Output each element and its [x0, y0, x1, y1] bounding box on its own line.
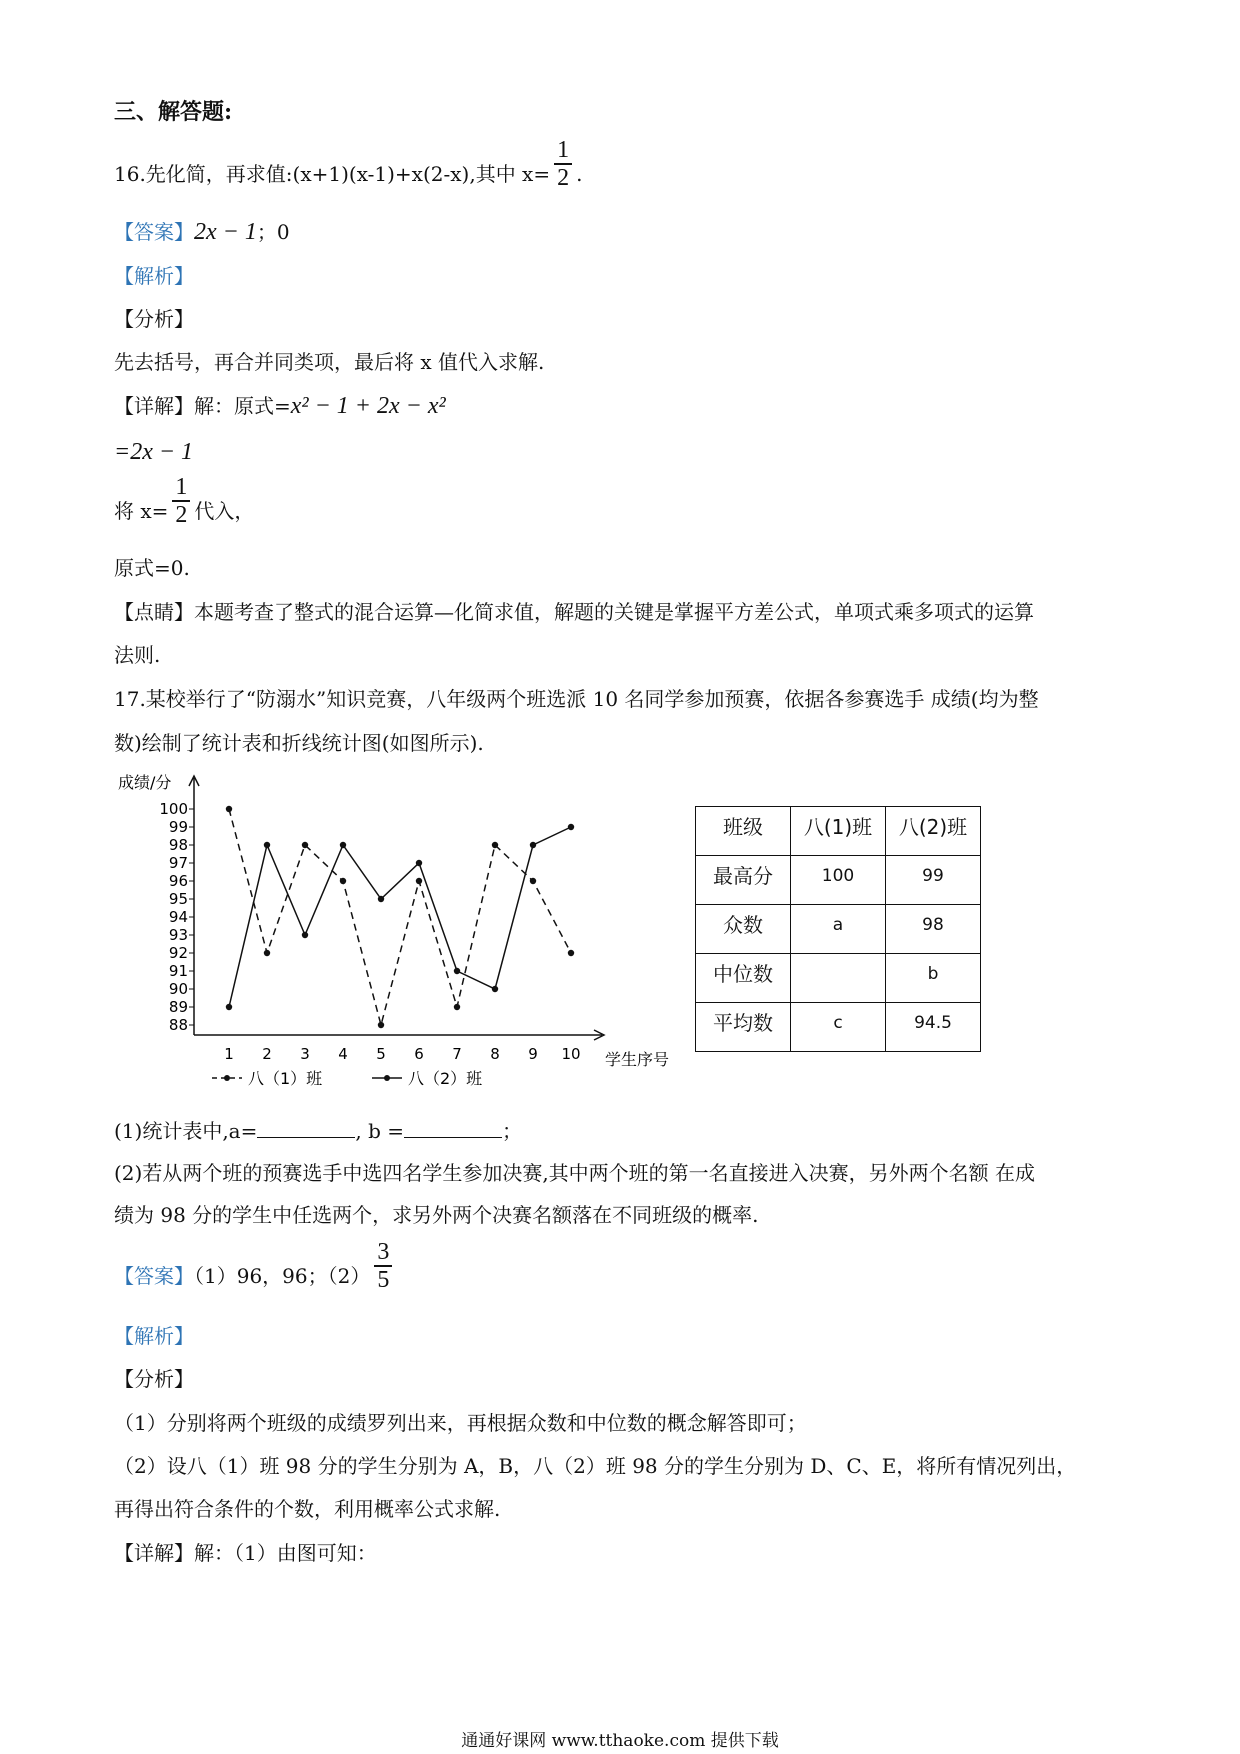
q16-fenxi-text: 先去括号，再合并同类项，最后将 x 值代入求解.	[114, 350, 545, 374]
series-1-point	[302, 842, 308, 848]
series-1-point	[492, 842, 498, 848]
y-tick-label: 99	[168, 818, 188, 836]
q16-answer	[114, 218, 290, 246]
table-cell: a	[791, 905, 886, 954]
table-header-cell: 八(1)班	[791, 807, 886, 856]
y-tick-label: 88	[168, 1016, 188, 1034]
section-title: 三、解答题:	[114, 99, 233, 125]
q16-result: 原式=0.	[114, 556, 190, 580]
table-cell: c	[791, 1003, 886, 1052]
q16-fenxi-tag: 【分析】	[114, 307, 194, 331]
part1-end: ；	[502, 1119, 523, 1143]
x-tick-label: 7	[452, 1045, 462, 1063]
q17-fenxi-tag: 【分析】	[114, 1367, 194, 1391]
table-cell	[791, 954, 886, 1003]
series-2-point	[416, 860, 422, 866]
series-1-point	[568, 950, 574, 956]
series-line-2	[229, 827, 571, 1007]
xiangjie-prefix: 解：原式=	[194, 394, 291, 418]
q16-stem-text: 16.先化简，再求值:(x+1)(x-1)+x(2-x),其中 x=	[114, 162, 551, 186]
part1-prefix: (1)统计表中,a=	[114, 1119, 258, 1143]
table-cell: 平均数	[696, 1003, 791, 1052]
q16-dianjing-cont: 法则.	[114, 643, 161, 667]
x-axis-label: 学生序号	[605, 1050, 670, 1069]
x-tick-label: 4	[338, 1045, 348, 1063]
q17-stem-line1: 17.某校举行了“防溺水”知识竞赛，八年级两个班选派 10 名同学参加预赛，依据各参赛选手 成绩(均为整	[114, 687, 1039, 711]
dianjing-text: 本题考查了整式的混合运算—化简求值，解题的关键是掌握平方差公式，单项式乘多项式的运算	[194, 600, 1034, 624]
footer: 通通好课网 www.tthaoke.com 提供下载	[461, 1731, 779, 1751]
y-tick-label: 96	[168, 872, 188, 890]
q17-part2-line2: 绩为 98 分的学生中任选两个，求另外两个决赛名额落在不同班级的概率.	[114, 1203, 759, 1227]
table-cell: 98	[886, 905, 981, 954]
table-cell: 最高分	[696, 856, 791, 905]
sub-fraction	[172, 474, 190, 528]
table-header-cell: 班级	[696, 807, 791, 856]
q17-part1	[114, 1117, 522, 1145]
x-tick-label: 1	[224, 1045, 234, 1063]
table-row	[696, 905, 981, 954]
x-tick-label: 9	[528, 1045, 538, 1063]
series-1-point	[340, 878, 346, 884]
answer-tag: 【答案】	[114, 220, 194, 244]
q17-fenxi-line1: （1）分别将两个班级的成绩罗列出来，再根据众数和中位数的概念解答即可；	[114, 1411, 807, 1435]
series-1-point	[530, 878, 536, 884]
q17-stem-line2: 数)绘制了统计表和折线统计图(如图所示).	[114, 731, 484, 755]
table-cell: 众数	[696, 905, 791, 954]
xiangjie-text: 解：（1）由图可知：	[194, 1541, 377, 1565]
y-tick-label: 93	[168, 926, 188, 944]
y-tick-label: 97	[168, 854, 188, 872]
answer-tag: 【答案】	[114, 1264, 194, 1288]
answer-fraction	[374, 1239, 392, 1293]
table-cell: 99	[886, 856, 981, 905]
sub-suffix: 代入，	[194, 499, 255, 523]
frac-denominator: 2	[557, 164, 570, 191]
q17-part2-line1: (2)若从两个班的预赛选手中选四名学生参加决赛,其中两个班的第一名直接进入决赛，另外两个名额 在成	[114, 1161, 1036, 1185]
part1-mid: , b =	[355, 1119, 405, 1143]
legend-marker	[224, 1075, 230, 1081]
series-1-point	[416, 878, 422, 884]
x-tick-label: 3	[300, 1045, 310, 1063]
series-1-point	[264, 950, 270, 956]
table-cell: b	[886, 954, 981, 1003]
series-2-point	[226, 1004, 232, 1010]
xiangjie-tag: 【详解】	[114, 394, 194, 418]
y-tick-label: 89	[168, 998, 188, 1016]
xiangjie-tag: 【详解】	[114, 1541, 194, 1565]
table-cell: 100	[791, 856, 886, 905]
series-2-point	[568, 824, 574, 830]
q16-substitute	[114, 473, 255, 528]
y-tick-label: 94	[168, 908, 188, 926]
table-header-row	[696, 807, 981, 856]
q17-fenxi-line2: （2）设八（1）班 98 分的学生分别为 A，B，八（2）班 98 分的学生分别为 D、C、E，将所有情况列出，	[114, 1454, 1077, 1478]
q16-fraction	[554, 137, 572, 191]
x-tick-label: 8	[490, 1045, 500, 1063]
q16-dianjing	[114, 598, 1034, 626]
series-2-point	[378, 896, 384, 902]
frac-denominator: 5	[377, 1266, 390, 1293]
q17-answer	[114, 1238, 396, 1293]
x-tick-label: 2	[262, 1045, 272, 1063]
answer-math: 2x − 1	[194, 219, 257, 245]
table-cell: 94.5	[886, 1003, 981, 1052]
legend-label: 八（2）班	[408, 1069, 483, 1088]
y-tick-label: 98	[168, 836, 188, 854]
frac-numerator: 3	[374, 1239, 392, 1267]
q16-xiangjie	[114, 392, 446, 420]
x-tick-label: 10	[561, 1045, 581, 1063]
table-header-cell: 八(2)班	[886, 807, 981, 856]
q17-xiangjie	[114, 1539, 377, 1567]
q16-stem-end: .	[576, 162, 583, 186]
frac-numerator: 1	[554, 137, 572, 165]
sub-prefix: 将 x=	[114, 499, 169, 523]
blank-a	[257, 1119, 355, 1138]
dianjing-tag: 【点睛】	[114, 600, 194, 624]
y-tick-label: 92	[168, 944, 188, 962]
y-tick-label: 95	[168, 890, 188, 908]
blank-b	[404, 1119, 502, 1138]
legend-marker	[384, 1075, 390, 1081]
y-axis-label: 成绩/分	[118, 773, 172, 792]
series-1-point	[226, 806, 232, 812]
frac-denominator: 2	[175, 501, 188, 528]
q16-jiexi-tag: 【解析】	[114, 264, 194, 288]
q16-step2: =2x − 1	[114, 439, 194, 465]
xiangjie-expr: x² − 1 + 2x − x²	[290, 393, 446, 419]
series-2-point	[530, 842, 536, 848]
series-line-1	[229, 809, 571, 1025]
q17-fenxi-line3: 再得出符合条件的个数，利用概率公式求解.	[114, 1497, 501, 1521]
q17-jiexi-tag: 【解析】	[114, 1324, 194, 1348]
q16-stem	[114, 136, 583, 191]
y-tick-label: 90	[168, 980, 188, 998]
table-row	[696, 1003, 981, 1052]
answer-rest: ；0	[256, 220, 290, 244]
answer-text: （1）96，96；（2）	[194, 1264, 371, 1288]
table-cell: 中位数	[696, 954, 791, 1003]
series-2-point	[302, 932, 308, 938]
series-2-point	[454, 968, 460, 974]
x-tick-label: 6	[414, 1045, 424, 1063]
series-2-point	[340, 842, 346, 848]
frac-numerator: 1	[172, 474, 190, 502]
series-2-point	[492, 986, 498, 992]
legend-label: 八（1）班	[248, 1069, 323, 1088]
line-chart	[112, 770, 692, 1105]
y-tick-label: 91	[168, 962, 188, 980]
series-2-point	[264, 842, 270, 848]
table-row	[696, 954, 981, 1003]
stat-table	[695, 806, 981, 1052]
x-tick-label: 5	[376, 1045, 386, 1063]
table-row	[696, 856, 981, 905]
series-1-point	[454, 1004, 460, 1010]
series-1-point	[378, 1022, 384, 1028]
y-tick-label: 100	[159, 800, 188, 818]
